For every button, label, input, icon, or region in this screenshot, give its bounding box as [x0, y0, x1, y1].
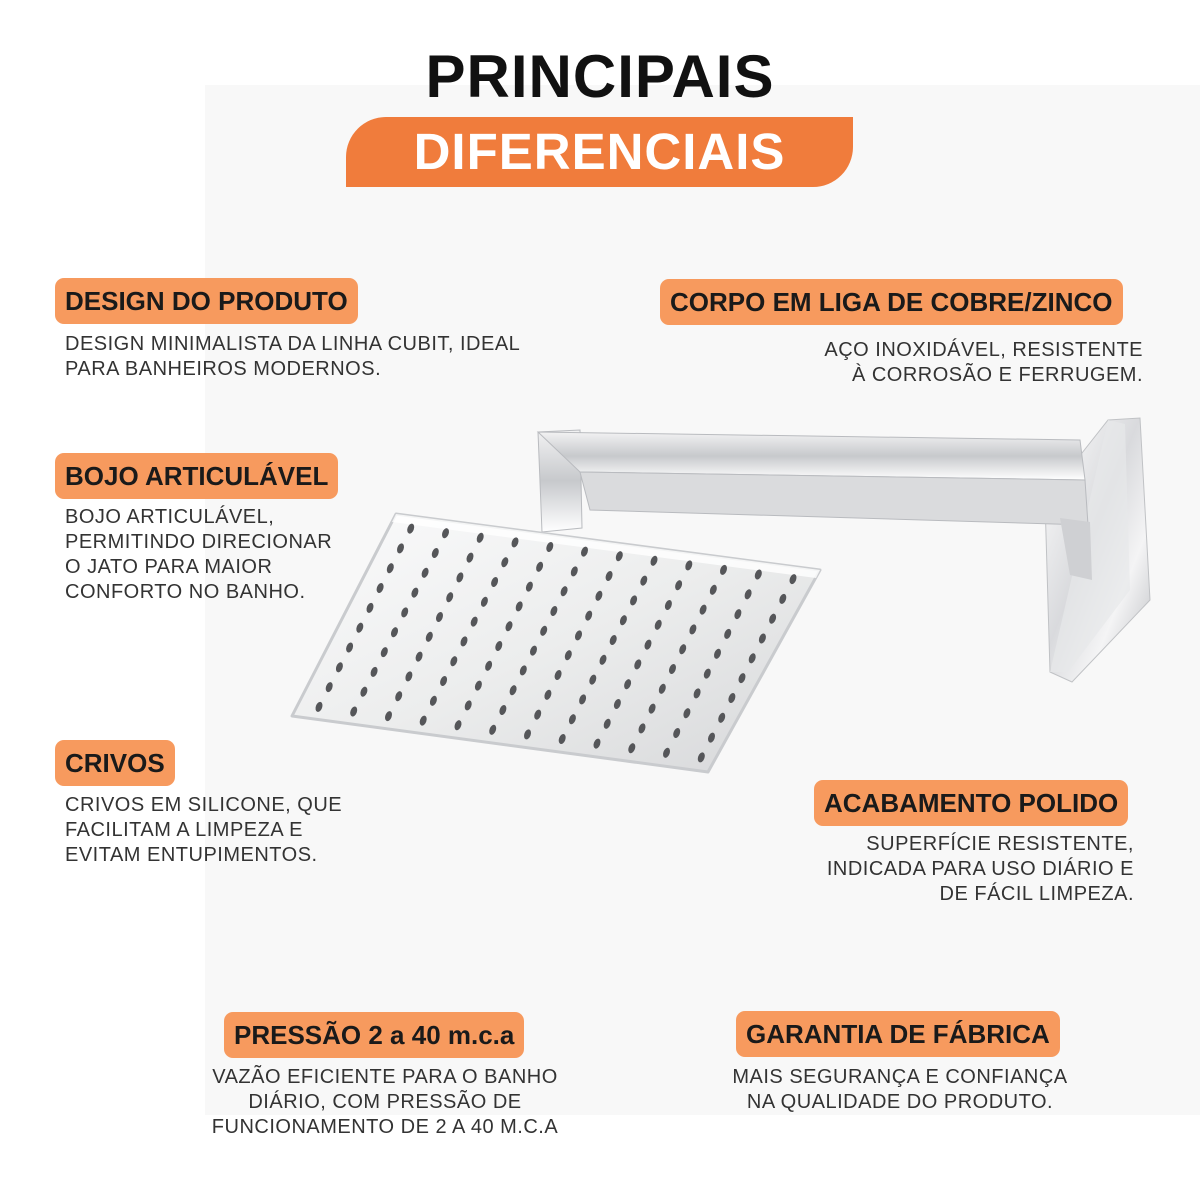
- desc-garantia: MAIS SEGURANÇA E CONFIANÇA NA QUALIDADE DO PRODUTO.: [732, 1066, 1068, 1113]
- page-subtitle-badge: DIFERENCIAIS: [346, 117, 853, 187]
- desc-pressao: VAZÃO EFICIENTE PARA O BANHO DIÁRIO, COM PRESSÃO DE FUNCIONAMENTO DE 2 A 40 M.C.A: [211, 1066, 559, 1138]
- desc-bojo-articulavel: BOJO ARTICULÁVEL, PERMITINDO DIRECIONAR O JATO PARA MAIOR CONFORTO NO BANHO.: [65, 506, 333, 603]
- tag-design-produto: DESIGN DO PRODUTO: [55, 278, 358, 324]
- desc-crivos: CRIVOS EM SILICONE, QUE FACILITAM A LIMPEZA E EVITAM ENTUPIMENTOS.: [65, 794, 343, 866]
- desc-design-produto: DESIGN MINIMALISTA DA LINHA CUBIT, IDEAL PARA BANHEIROS MODERNOS.: [65, 333, 521, 380]
- tag-corpo-liga: CORPO EM LIGA DE COBRE/ZINCO: [660, 279, 1123, 325]
- tag-acabamento-polido: ACABAMENTO POLIDO: [814, 780, 1128, 826]
- tag-crivos: CRIVOS: [55, 740, 175, 786]
- tag-garantia: GARANTIA DE FÁBRICA: [736, 1011, 1060, 1057]
- tag-pressao: PRESSÃO 2 a 40 m.c.a: [224, 1012, 524, 1058]
- shower-head-icon: [280, 410, 1160, 790]
- desc-acabamento-polido: SUPERFÍCIE RESISTENTE, INDICADA PARA USO DIÁRIO E DE FÁCIL LIMPEZA.: [826, 833, 1134, 905]
- desc-corpo-liga: AÇO INOXIDÁVEL, RESISTENTE À CORROSÃO E FERRUGEM.: [824, 339, 1143, 386]
- tag-bojo-articulavel: BOJO ARTICULÁVEL: [55, 453, 338, 499]
- page-title: PRINCIPAIS: [425, 43, 775, 110]
